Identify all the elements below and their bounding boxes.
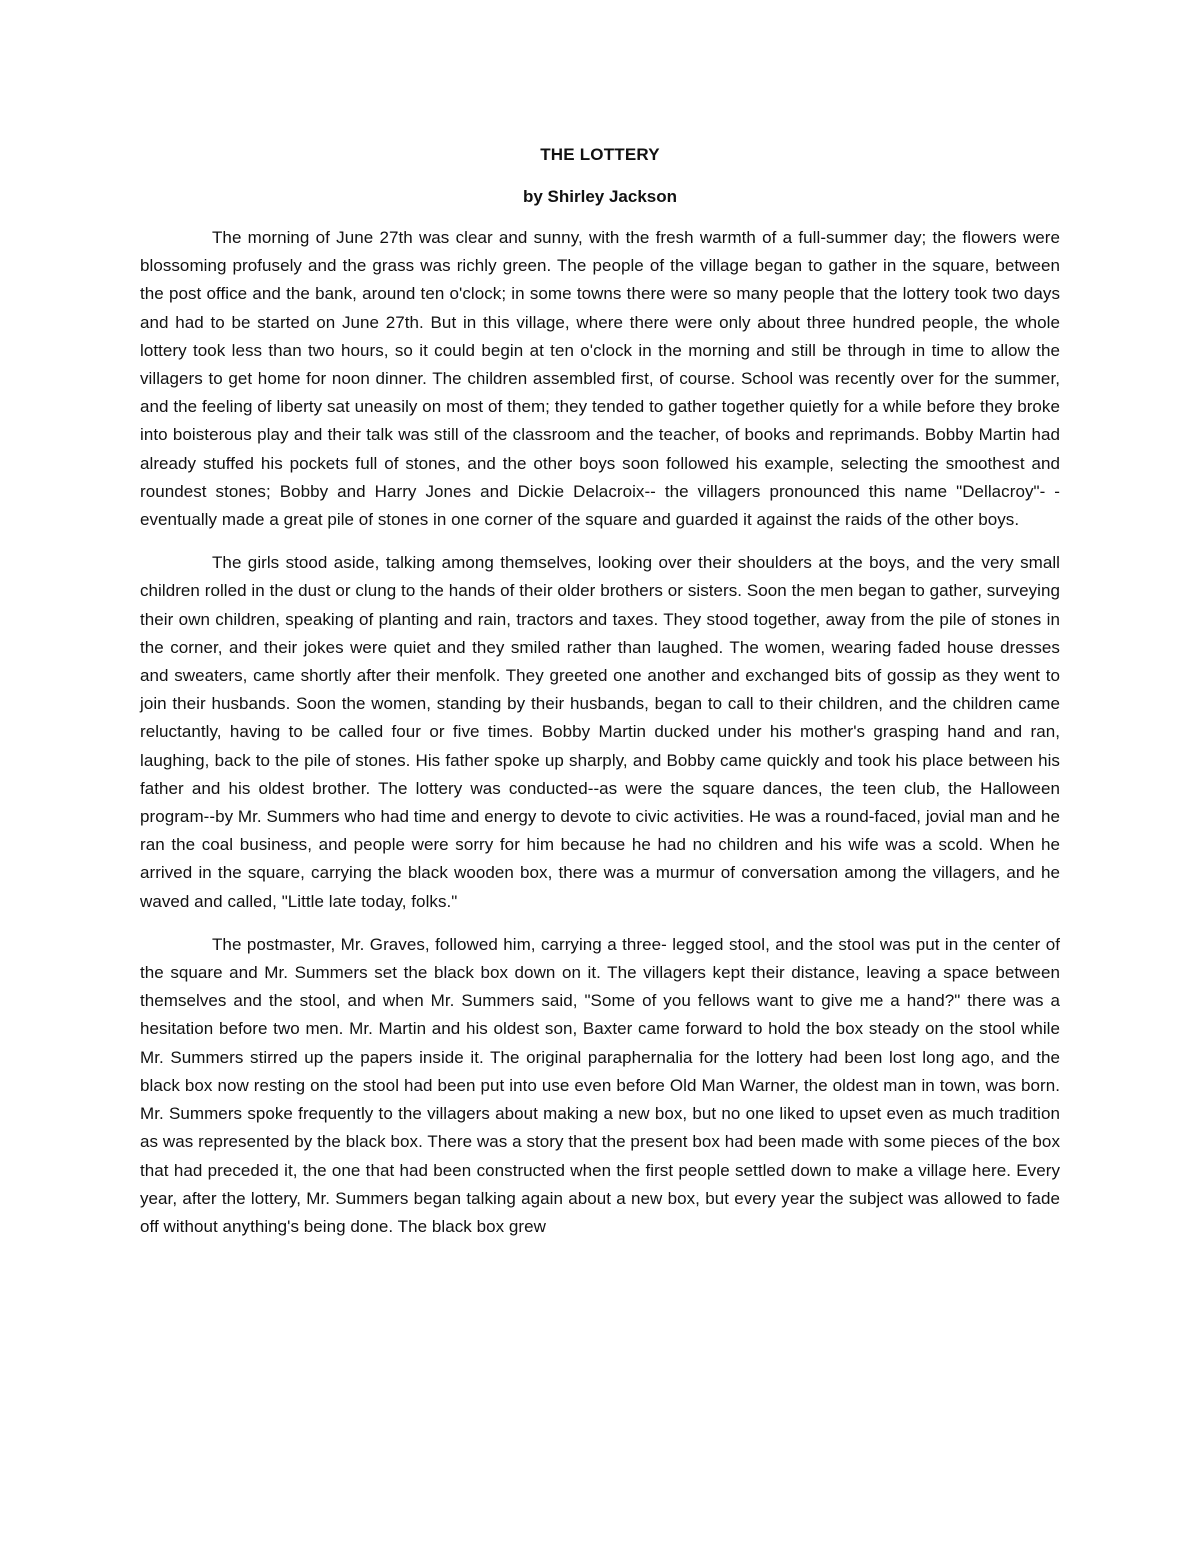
- document-author: by Shirley Jackson: [522, 187, 678, 206]
- paragraph-2: The girls stood aside, talking among themselves, looking over their shoulders at the boys, and the very small children rolled in the dust or clung to the hands of their older brothers or sisters. Soon the men began to gather, surveying their own children, speaking of planting and rain, tractors and taxes. They stood together, away from the pile of stones in the corner, and their jokes were quiet and they smiled rather than laughed. The women, wearing faded house dresses and sweaters, came shortly after their menfolk. They greeted one another and exchanged bits of gossip as they went to join their husbands. Soon the women, standing by their husbands, began to call to their children, and the children came reluctantly, having to be called four or five times. Bobby Martin ducked under his mother's grasping hand and ran, laughing, back to the pile of stones. His father spoke up sharply, and Bobby came quickly and took his place between his father and his oldest brother. The lottery was conducted--as were the square dances, the teen club, the Halloween program--by Mr. Summers who had time and energy to devote to civic activities. He was a round-faced, jovial man and he ran the coal business, and people were sorry for him because he had no children and his wife was a scold. When he arrived in the square, carrying the black wooden box, there was a murmur of conversation among the villagers, and he waved and called, "Little late today, folks.": [140, 553, 1060, 911]
- paragraph-3: The postmaster, Mr. Graves, followed him, carrying a three- legged stool, and the stool was put in the center of the square and Mr. Summers set the black box down on it. The villagers kept their distance, leaving a space between themselves and the stool, and when Mr. Summers said, "Some of you fellows want to give me a hand?" there was a hesitation before two men. Mr. Martin and his oldest son, Baxter came forward to hold the box steady on the stool while Mr. Summers stirred up the papers inside it. The original paraphernalia for the lottery had been lost long ago, and the black box now resting on the stool had been put into use even before Old Man Warner, the oldest man in town, was born. Mr. Summers spoke frequently to the villagers about making a new box, but no one liked to upset even as much tradition as was represented by the black box. There was a story that the present box had been made with some pieces of the box that had preceded it, the one that had been constructed when the first people settled down to make a village here. Every year, after the lottery, Mr. Summers began talking again about a new box, but every year the subject was allowed to fade off without anything's being done. The black box grew: [140, 934, 1060, 1236]
- paragraph-1: The morning of June 27th was clear and sunny, with the fresh warmth of a full-summer day; the flowers were blossoming profusely and the grass was richly green. The people of the village began to gather in the square, between the post office and the bank, around ten o'clock; in some towns there were so many people that the lottery took two days and had to be started on June 27th. But in this village, where there were only about three hundred people, the whole lottery took less than two hours, so it could begin at ten o'clock in the morning and still be through in time to allow the villagers to get home for noon dinner. The children assembled first, of course. School was recently over for the summer, and the feeling of liberty sat uneasily on most of them; they tended to gather together quietly for a while before they broke into boisterous play and their talk was still of the classroom and the teacher, of books and reprimands. Bobby Martin had already stuffed his pockets full of stones, and the other boys soon followed his example, selecting the smoothest and roundest stones; Bobby and Harry Jones and Dickie Delacroix-- the villagers pronounced this name "Dellacroy"- -eventually made a great pile of stones in one corner of the square and guarded it against the raids of the other boys.: [140, 228, 1060, 530]
- document-body: [140, 140, 1060, 1256]
- document-title: THE LOTTERY: [540, 145, 660, 164]
